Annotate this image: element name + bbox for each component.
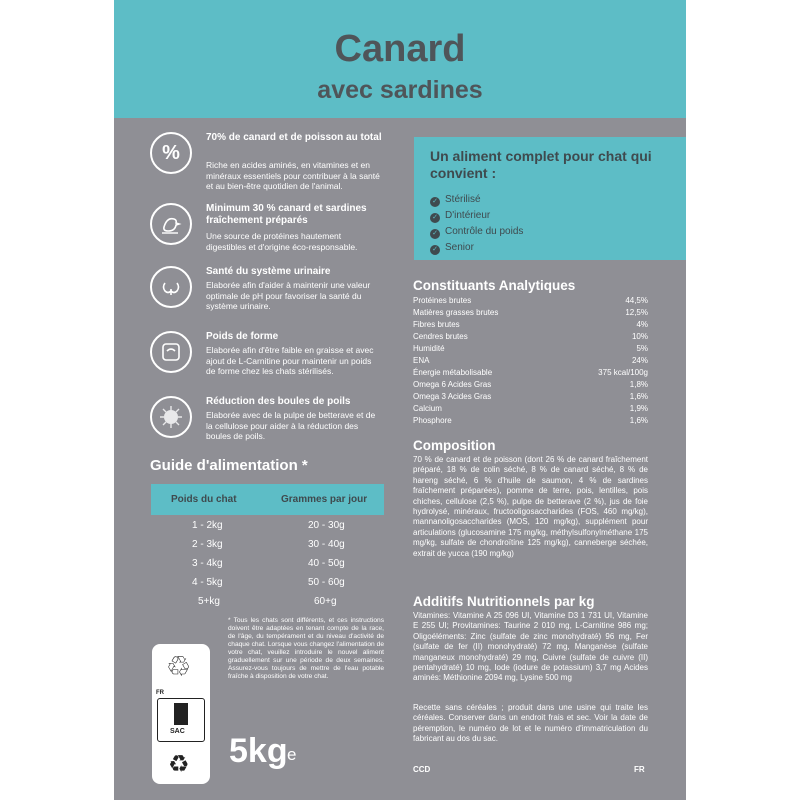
composition-title: Composition xyxy=(413,438,496,453)
analytics-row: Phosphore 1,6% xyxy=(413,416,648,425)
weight-cell: 1 - 2kg xyxy=(192,520,223,531)
recycle-bin-icon: ♻ xyxy=(168,751,190,778)
composition-text: 70 % de canard et de poisson (dont 26 % de canard fraîchement préparé, 18 % de colin séché, 8 % de canard séché, 8 % de hareng séché, 6 % d'huile de saumon, 4 % de sardines fraîchement préparées), pomme de terre, pois, lentilles, pois chiches, cellulose (2,5 %), pulpe de betterave (2 %), jus de foie hydrolysé, minéraux, fructooligosaccharides (FOS, 460 mg/kg), mannanoligosaccharides (MOS, 120 mg/kg), supplément pour articulations (glucosamine 175 mg/kg, méthylsulfonylméthane 175 mg/kg, sulfate de chondroïtine 125 mg/kg), canneberge séchée, extrait de yucca (190 mg/kg) xyxy=(413,455,648,558)
check-icon: ✓ xyxy=(430,229,440,239)
fr-label: FR xyxy=(156,690,164,696)
weight-cell: 2 - 3kg xyxy=(192,539,223,550)
feature-text: Elaborée afin d'aider à maintenir une valeur optimale de pH pour favoriser la santé du système urinaire. xyxy=(206,280,371,311)
analytics-row: Humidité 5% xyxy=(413,344,648,353)
bag-icon xyxy=(174,703,188,725)
weight-cell: 4 - 5kg xyxy=(192,577,223,588)
list-item: ✓ D'intérieur xyxy=(430,210,490,223)
tidyman-icon: ♲ xyxy=(166,651,192,682)
analytics-row: Fibres brutes 4% xyxy=(413,320,648,329)
feature-text: Une source de protéines hautement digestibles et d'origine éco-responsable. xyxy=(206,231,358,252)
feature-weight xyxy=(150,331,382,391)
duck-fish-icon xyxy=(150,203,192,245)
grams-cell: 20 - 30g xyxy=(308,520,345,531)
table-row xyxy=(151,520,384,538)
check-icon: ✓ xyxy=(430,197,440,207)
feature-text: Elaborée avec de la pulpe de betterave et de la cellulose pour aider à la réduction des boules de poils. xyxy=(206,410,376,441)
footer-code: CCD xyxy=(413,765,431,774)
storage-notes: Recette sans céréales ; produit dans une usine qui traite les céréales. Conserver dans un endroit frais et sec. Voir la date de péremption, le numéro de lot et le numéro d'immatriculation du fabricant au dos du sac. xyxy=(413,703,648,744)
analytics-row: Matières grasses brutes 12,5% xyxy=(413,308,648,317)
feature-text: Riche en acides aminés, en vitamines et en minéraux essentiels pour contribuer à la santé et au bien-être quotidien de l'animal. xyxy=(206,160,380,191)
feature-title: Santé du système urinaire xyxy=(206,266,331,277)
estimate-mark: e xyxy=(287,745,297,764)
scale-icon xyxy=(150,331,192,373)
additives-title: Additifs Nutritionnels par kg xyxy=(413,594,595,609)
weight-cell: 5+kg xyxy=(198,596,220,607)
feature-meat-content xyxy=(150,132,382,202)
feature-hairball xyxy=(150,396,382,456)
complete-food-title: Un aliment complet pour chat qui convient : xyxy=(430,148,652,181)
feature-urinary xyxy=(150,266,382,326)
bag-info-box xyxy=(157,698,205,742)
product-subtitle: avec sardines xyxy=(317,76,483,104)
feeding-guide-title: Guide d'alimentation * xyxy=(150,457,308,474)
table-row xyxy=(151,558,384,576)
grams-cell: 30 - 40g xyxy=(308,539,345,550)
grams-cell: 60+g xyxy=(314,596,337,607)
analytics-row: Énergie métabolisable 375 kcal/100g xyxy=(413,368,648,377)
analytics-row: ENA 24% xyxy=(413,356,648,365)
feature-fresh-meat xyxy=(150,203,382,263)
table-row xyxy=(151,577,384,595)
net-weight: 5kg xyxy=(229,732,288,770)
feature-title: Minimum 30 % canard et sardines fraîchement préparés xyxy=(206,203,367,226)
check-icon: ✓ xyxy=(430,213,440,223)
feature-title: Réduction des boules de poils xyxy=(206,396,351,407)
product-title: Canard xyxy=(334,28,466,70)
hairball-icon xyxy=(150,396,192,438)
analytics-row: Protéines brutes 44,5% xyxy=(413,296,648,305)
analytics-row: Omega 3 Acides Gras 1,6% xyxy=(413,392,648,401)
list-item: ✓ Stérilisé xyxy=(430,194,481,207)
urinary-icon xyxy=(150,266,192,308)
table-row xyxy=(151,539,384,557)
check-icon: ✓ xyxy=(430,245,440,255)
table-row xyxy=(151,596,384,614)
analytics-row: Calcium 1,9% xyxy=(413,404,648,413)
feeding-table-header xyxy=(151,484,384,515)
footer-country: FR xyxy=(634,765,645,774)
column-grams-per-day: Grammes par jour xyxy=(281,494,368,505)
grams-cell: 50 - 60g xyxy=(308,577,345,588)
feature-title: 70% de canard et de poisson au total xyxy=(206,132,382,143)
recycling-symbols xyxy=(152,644,210,784)
bag-label: SAC xyxy=(170,728,185,735)
list-item: ✓ Contrôle du poids xyxy=(430,226,523,239)
analytics-title: Constituants Analytiques xyxy=(413,278,576,293)
weight-cell: 3 - 4kg xyxy=(192,558,223,569)
column-cat-weight: Poids du chat xyxy=(171,494,237,505)
percent-icon: % xyxy=(150,132,192,174)
grams-cell: 40 - 50g xyxy=(308,558,345,569)
complete-food-box xyxy=(414,137,686,260)
feature-title: Poids de forme xyxy=(206,331,279,342)
feature-text: Elaborée afin d'être faible en graisse et avec ajout de L-Carnitine pour maintenir un poids de forme chez les chats stérilisés. xyxy=(206,345,374,376)
additives-text: Vitamines: Vitamine A 25 096 UI, Vitamine D3 1 731 UI, Vitamine E 255 UI; Provitamines: Taurine 2 010 mg, L-Carnitine 986 mg; Oligoéléments: Zinc (sulfate de zinc monohydraté) 96 mg, Fer (sulfate de fer (II) monohydraté) 72 mg, Manganèse (sulfate manganeux monohydraté) 29 mg, Cuivre (sulfate de cuivre (II) pentahydraté) 10 mg, Iode (iodure de potassium) 3,7 mg Acides aminés: Méthionine 2094 mg, Lysine 500 mg xyxy=(413,611,648,683)
analytics-row: Omega 6 Acides Gras 1,8% xyxy=(413,380,648,389)
feeding-guide-note: * Tous les chats sont différents, et ces instructions doivent être adaptées en tenant compte de la race, de l'âge, du tempérament et du niveau d'activité de chaque chat. Lorsque vous changez l'alimentation de votre chat, veuillez introduire le nouvel aliment graduellement sur une période de deux semaines. Assurez-vous toujours de mettre de l'eau potable fraîche à disposition de votre chat. xyxy=(228,617,384,680)
analytics-row: Cendres brutes 10% xyxy=(413,332,648,341)
list-item: ✓ Senior xyxy=(430,242,474,255)
